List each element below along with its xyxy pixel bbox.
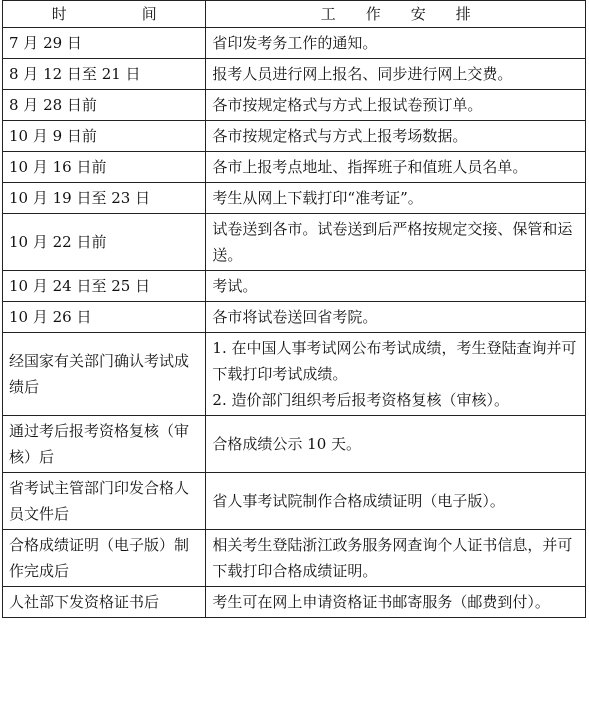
time-cell: 10 月 22 日前 — [3, 214, 206, 271]
task-text: 1. 在中国人事考试网公布考试成绩，考生登陆查询并可下载打印考试成绩。 — [212, 339, 577, 383]
task-text: 报考人员进行网上报名、同步进行网上交费。 — [212, 65, 513, 83]
time-cell: 10 月 26 日 — [3, 302, 206, 333]
task-cell — [206, 152, 586, 183]
header-time: 时 间 — [3, 1, 206, 28]
task-cell — [206, 333, 586, 416]
table-row — [3, 59, 586, 90]
time-cell: 7 月 29 日 — [3, 28, 206, 59]
table-row — [3, 90, 586, 121]
table-row — [3, 302, 586, 333]
task-cell — [206, 271, 586, 302]
time-cell: 10 月 19 日至 23 日 — [3, 183, 206, 214]
task-text: 省印发考务工作的通知。 — [212, 34, 378, 52]
table-row — [3, 271, 586, 302]
task-text: 相关考生登陆浙江政务服务网查询个人证书信息，并可下载打印合格成绩证明。 — [212, 536, 573, 580]
header-row — [3, 1, 586, 28]
time-cell: 8 月 12 日至 21 日 — [3, 59, 206, 90]
table-row — [3, 530, 586, 587]
task-text: 各市将试卷送回省考院。 — [212, 308, 378, 326]
time-cell: 合格成绩证明（电子版）制作完成后 — [3, 530, 206, 587]
task-cell — [206, 587, 586, 618]
task-text: 各市按规定格式与方式上报考场数据。 — [212, 127, 468, 145]
task-cell — [206, 59, 586, 90]
task-text: 各市按规定格式与方式上报试卷预订单。 — [212, 96, 483, 114]
task-text: 试卷送到各市。试卷送到后严格按规定交接、保管和运送。 — [212, 220, 573, 264]
task-text: 考生从网上下载打印“准考证”。 — [212, 189, 423, 207]
table-row — [3, 214, 586, 271]
table-row — [3, 152, 586, 183]
task-text: 省人事考试院制作合格成绩证明（电子版）。 — [212, 492, 505, 510]
time-cell: 8 月 28 日前 — [3, 90, 206, 121]
task-text: 考试。 — [212, 277, 258, 295]
table-row — [3, 416, 586, 473]
task-cell — [206, 214, 586, 271]
schedule-table — [2, 0, 586, 618]
table-row — [3, 473, 586, 530]
task-cell — [206, 90, 586, 121]
table-row — [3, 587, 586, 618]
table-row — [3, 28, 586, 59]
task-cell — [206, 473, 586, 530]
time-cell: 10 月 16 日前 — [3, 152, 206, 183]
task-cell — [206, 302, 586, 333]
task-cell — [206, 121, 586, 152]
header-task: 工 作 安 排 — [206, 1, 586, 28]
time-cell: 省考试主管部门印发合格人员文件后 — [3, 473, 206, 530]
task-text: 合格成绩公示 10 天。 — [212, 435, 362, 453]
task-text: 各市上报考点地址、指挥班子和值班人员名单。 — [212, 158, 528, 176]
task-cell — [206, 183, 586, 214]
task-text: 考生可在网上申请资格证书邮寄服务（邮费到付）。 — [212, 593, 550, 611]
time-cell: 经国家有关部门确认考试成绩后 — [3, 333, 206, 416]
table-row — [3, 333, 586, 416]
task-cell — [206, 416, 586, 473]
time-cell: 通过考后报考资格复核（审核）后 — [3, 416, 206, 473]
time-cell: 10 月 24 日至 25 日 — [3, 271, 206, 302]
table-row — [3, 121, 586, 152]
time-cell: 人社部下发资格证书后 — [3, 587, 206, 618]
task-cell — [206, 28, 586, 59]
time-cell: 10 月 9 日前 — [3, 121, 206, 152]
table-row — [3, 183, 586, 214]
task-cell — [206, 530, 586, 587]
task-text: 2. 造价部门组织考后报考资格复核（审核）。 — [212, 391, 509, 409]
